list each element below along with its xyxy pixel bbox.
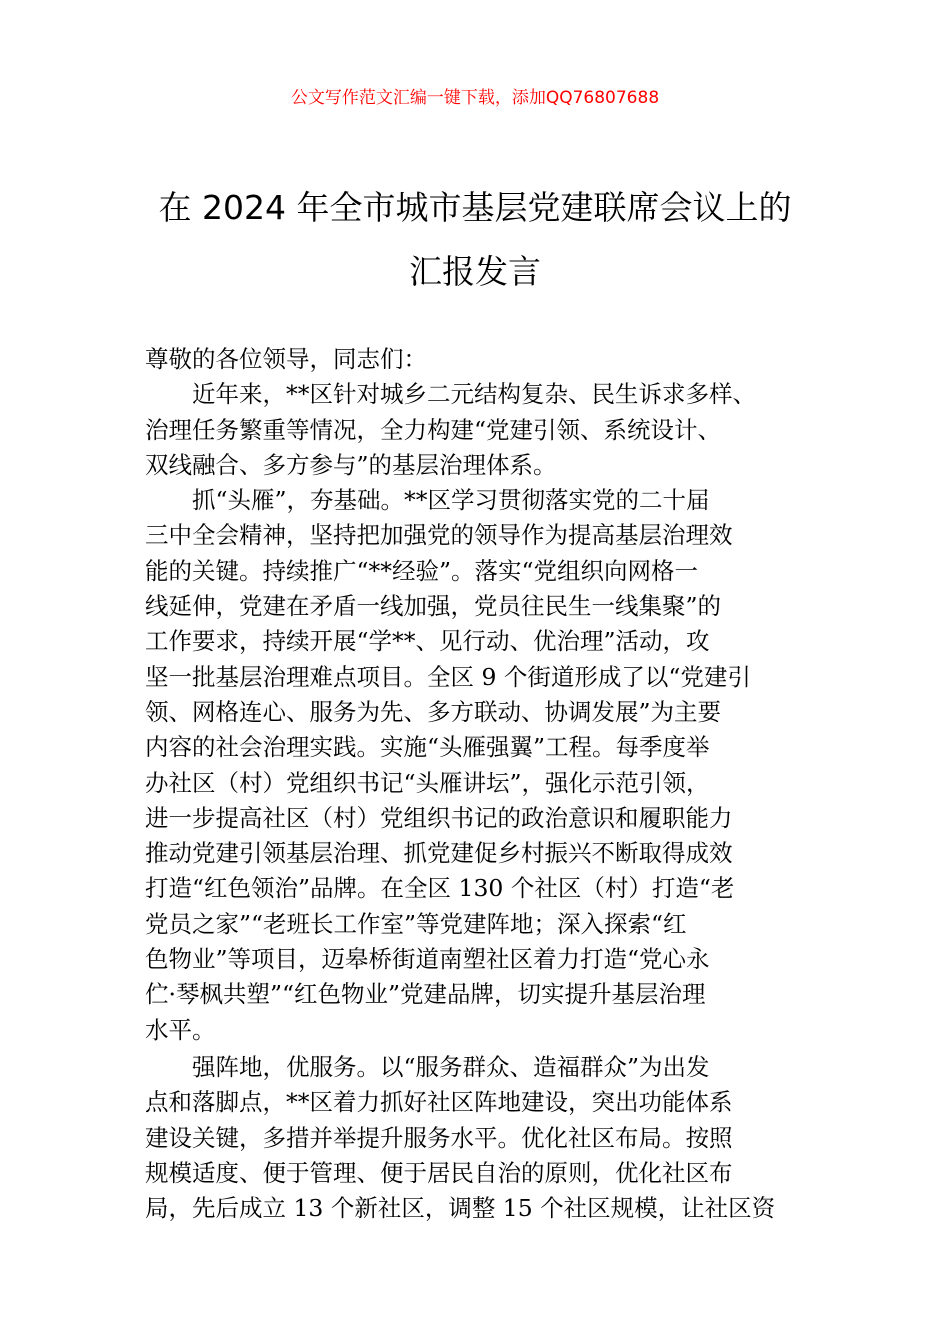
download-banner: 公文写作范文汇编一键下载，添加QQ76807688	[290, 88, 660, 108]
title-line-1: 在 2024 年全市城市基层党建联席会议上的	[158, 188, 792, 227]
paragraph-line: 线延伸，党建在矛盾一线加强，党员往民生一线集聚”的	[145, 592, 722, 621]
paragraph-line: 进一步提高社区（村）党组织书记的政治意识和履职能力	[145, 803, 733, 832]
paragraph-line: 伫·琴枫共塑”“红色物业”党建品牌，切实提升基层治理	[145, 980, 706, 1009]
paragraph-line: 点和落脚点，**区着力抓好社区阵地建设，突出功能体系	[145, 1088, 733, 1117]
paragraph-line: 坚一批基层治理难点项目。全区 9 个街道形成了以“党建引	[145, 662, 751, 691]
paragraph-line: 治理任务繁重等情况，全力构建“党建引领、系统设计、	[145, 415, 722, 444]
paragraph-line: 抓“头雁”，夯基础。**区学习贯彻落实党的二十届	[192, 486, 710, 515]
paragraph-lead-geese	[145, 483, 815, 1048]
document-body	[145, 342, 815, 1226]
paragraph-line: 规模适度、便于管理、便于居民自治的原则，优化社区布	[145, 1158, 733, 1187]
paragraph-line: 强阵地，优服务。以“服务群众、造福群众”为出发	[192, 1052, 710, 1081]
paragraph-line: 局，先后成立 13 个新社区，调整 15 个社区规模，让社区资	[145, 1194, 776, 1223]
title-line-2: 汇报发言	[409, 252, 541, 291]
paragraph-line: 打造“红色领治”品牌。在全区 130 个社区（村）打造“老	[145, 874, 735, 903]
paragraph-line: 三中全会精神，坚持把加强党的领导作为提高基层治理效	[145, 521, 733, 550]
paragraph-line: 水平。	[145, 1015, 216, 1044]
paragraph-line: 双线融合、多方参与”的基层治理体系。	[145, 450, 557, 479]
paragraph-strengthen-positions	[145, 1050, 815, 1226]
paragraph-line: 色物业”等项目，迈皋桥街道南塑社区着力打造“党心永	[145, 945, 710, 974]
paragraph-line: 建设关键，多措并举提升服务水平。优化社区布局。按照	[145, 1123, 733, 1152]
paragraph-line: 办社区（村）党组织书记“头雁讲坛”，强化示范引领，	[145, 768, 710, 797]
paragraph-line: 领、网格连心、服务为先、多方联动、协调发展”为主要	[145, 697, 722, 726]
paragraph-line: 推动党建引领基层治理、抓党建促乡村振兴不断取得成效	[145, 839, 733, 868]
salutation: 尊敬的各位领导，同志们：	[145, 345, 427, 373]
paragraph-line: 党员之家”“老班长工作室”等党建阵地；深入探索“红	[145, 909, 687, 938]
paragraph-line: 能的关键。持续推广“**经验”。落实“党组织向网格一	[145, 556, 699, 585]
page-title	[0, 176, 950, 304]
paragraph-intro	[145, 377, 815, 483]
paragraph-line: 工作要求，持续开展“学**、见行动、优治理”活动，攻	[145, 627, 710, 656]
paragraph-line: 内容的社会治理实践。实施“头雁强翼”工程。每季度举	[145, 733, 710, 762]
paragraph-line: 近年来，**区针对城乡二元结构复杂、民生诉求多样、	[192, 380, 756, 409]
